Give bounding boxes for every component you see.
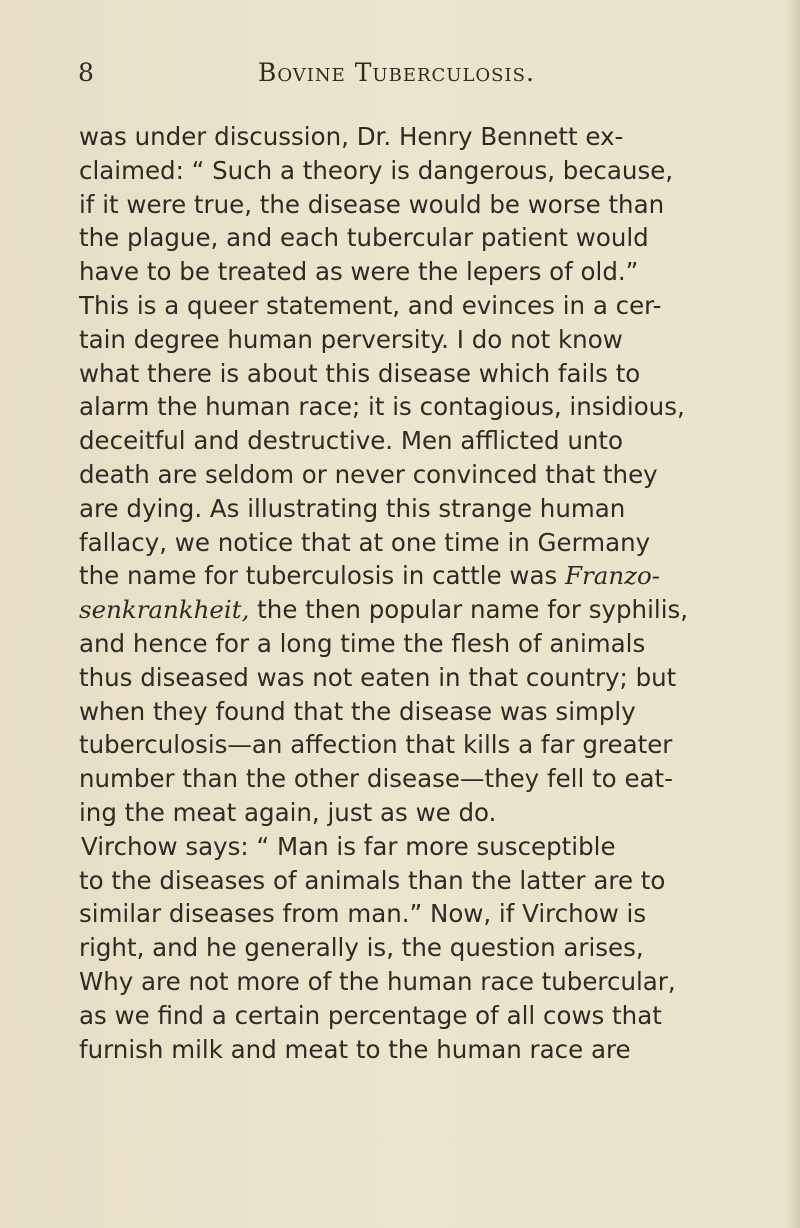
text-line: was under discussion, Dr. Henry Bennett ex- <box>79 122 624 151</box>
italic-term: senkrankheit, <box>79 595 250 625</box>
text-line: fallacy, we notice that at one time in Germany <box>79 527 651 557</box>
text-line: alarm the human race; it is contagious, insidious, <box>79 392 685 422</box>
text-line: and hence for a long time the flesh of animals <box>79 628 646 658</box>
text-line: tain degree human perversity. I do not know <box>79 324 623 354</box>
text-line: what there is about this disease which fails to <box>79 358 641 388</box>
body-text <box>79 120 719 1066</box>
text-line: deceitful and destructive. Men afflicted unto <box>79 426 624 456</box>
text-line: death are seldom or never convinced that they <box>79 459 658 489</box>
running-title: Bovine Tuberculosis. <box>258 58 535 87</box>
text-segment: the then popular name for syphilis, <box>249 595 689 625</box>
text-line: Virchow says: “ Man is far more susceptible <box>81 831 616 861</box>
text-line: right, and he generally is, the question arises, <box>79 933 644 963</box>
text-line: number than the other disease—they fell to eat- <box>79 764 673 794</box>
text-line: have to be treated as were the lepers of old.” <box>79 257 639 287</box>
text-line: thus diseased was not eaten in that country; but <box>79 662 677 692</box>
text-line: This is a queer statement, and evinces in a cer- <box>79 290 662 320</box>
page-edge-shadow <box>786 0 800 1228</box>
text-line: when they found that the disease was simply <box>79 696 636 726</box>
text-line: the plague, and each tubercular patient would <box>79 223 649 253</box>
text-segment: the name for tuberculosis in cattle was <box>79 561 566 591</box>
text-line: ing the meat again, just as we do. <box>79 797 497 827</box>
text-line-with-italic <box>79 559 719 593</box>
page-header <box>78 58 718 98</box>
text-line: similar diseases from man.” Now, if Virchow is <box>79 899 647 929</box>
italic-term: Franzo- <box>565 561 661 591</box>
text-line: claimed: “ Such a theory is dangerous, because, <box>79 155 674 185</box>
text-line: if it were true, the disease would be worse than <box>79 189 665 219</box>
text-line: as we find a certain percentage of all cows that <box>79 1000 662 1030</box>
text-line: furnish milk and meat to the human race are <box>79 1034 631 1064</box>
text-line: to the diseases of animals than the latter are to <box>79 865 666 895</box>
page-number: 8 <box>78 58 94 87</box>
text-line: are dying. As illustrating this strange human <box>79 493 626 523</box>
text-line: tuberculosis—an affection that kills a far greater <box>79 730 673 760</box>
text-line-with-italic <box>79 593 719 627</box>
text-line: Why are not more of the human race tubercular, <box>79 966 676 996</box>
